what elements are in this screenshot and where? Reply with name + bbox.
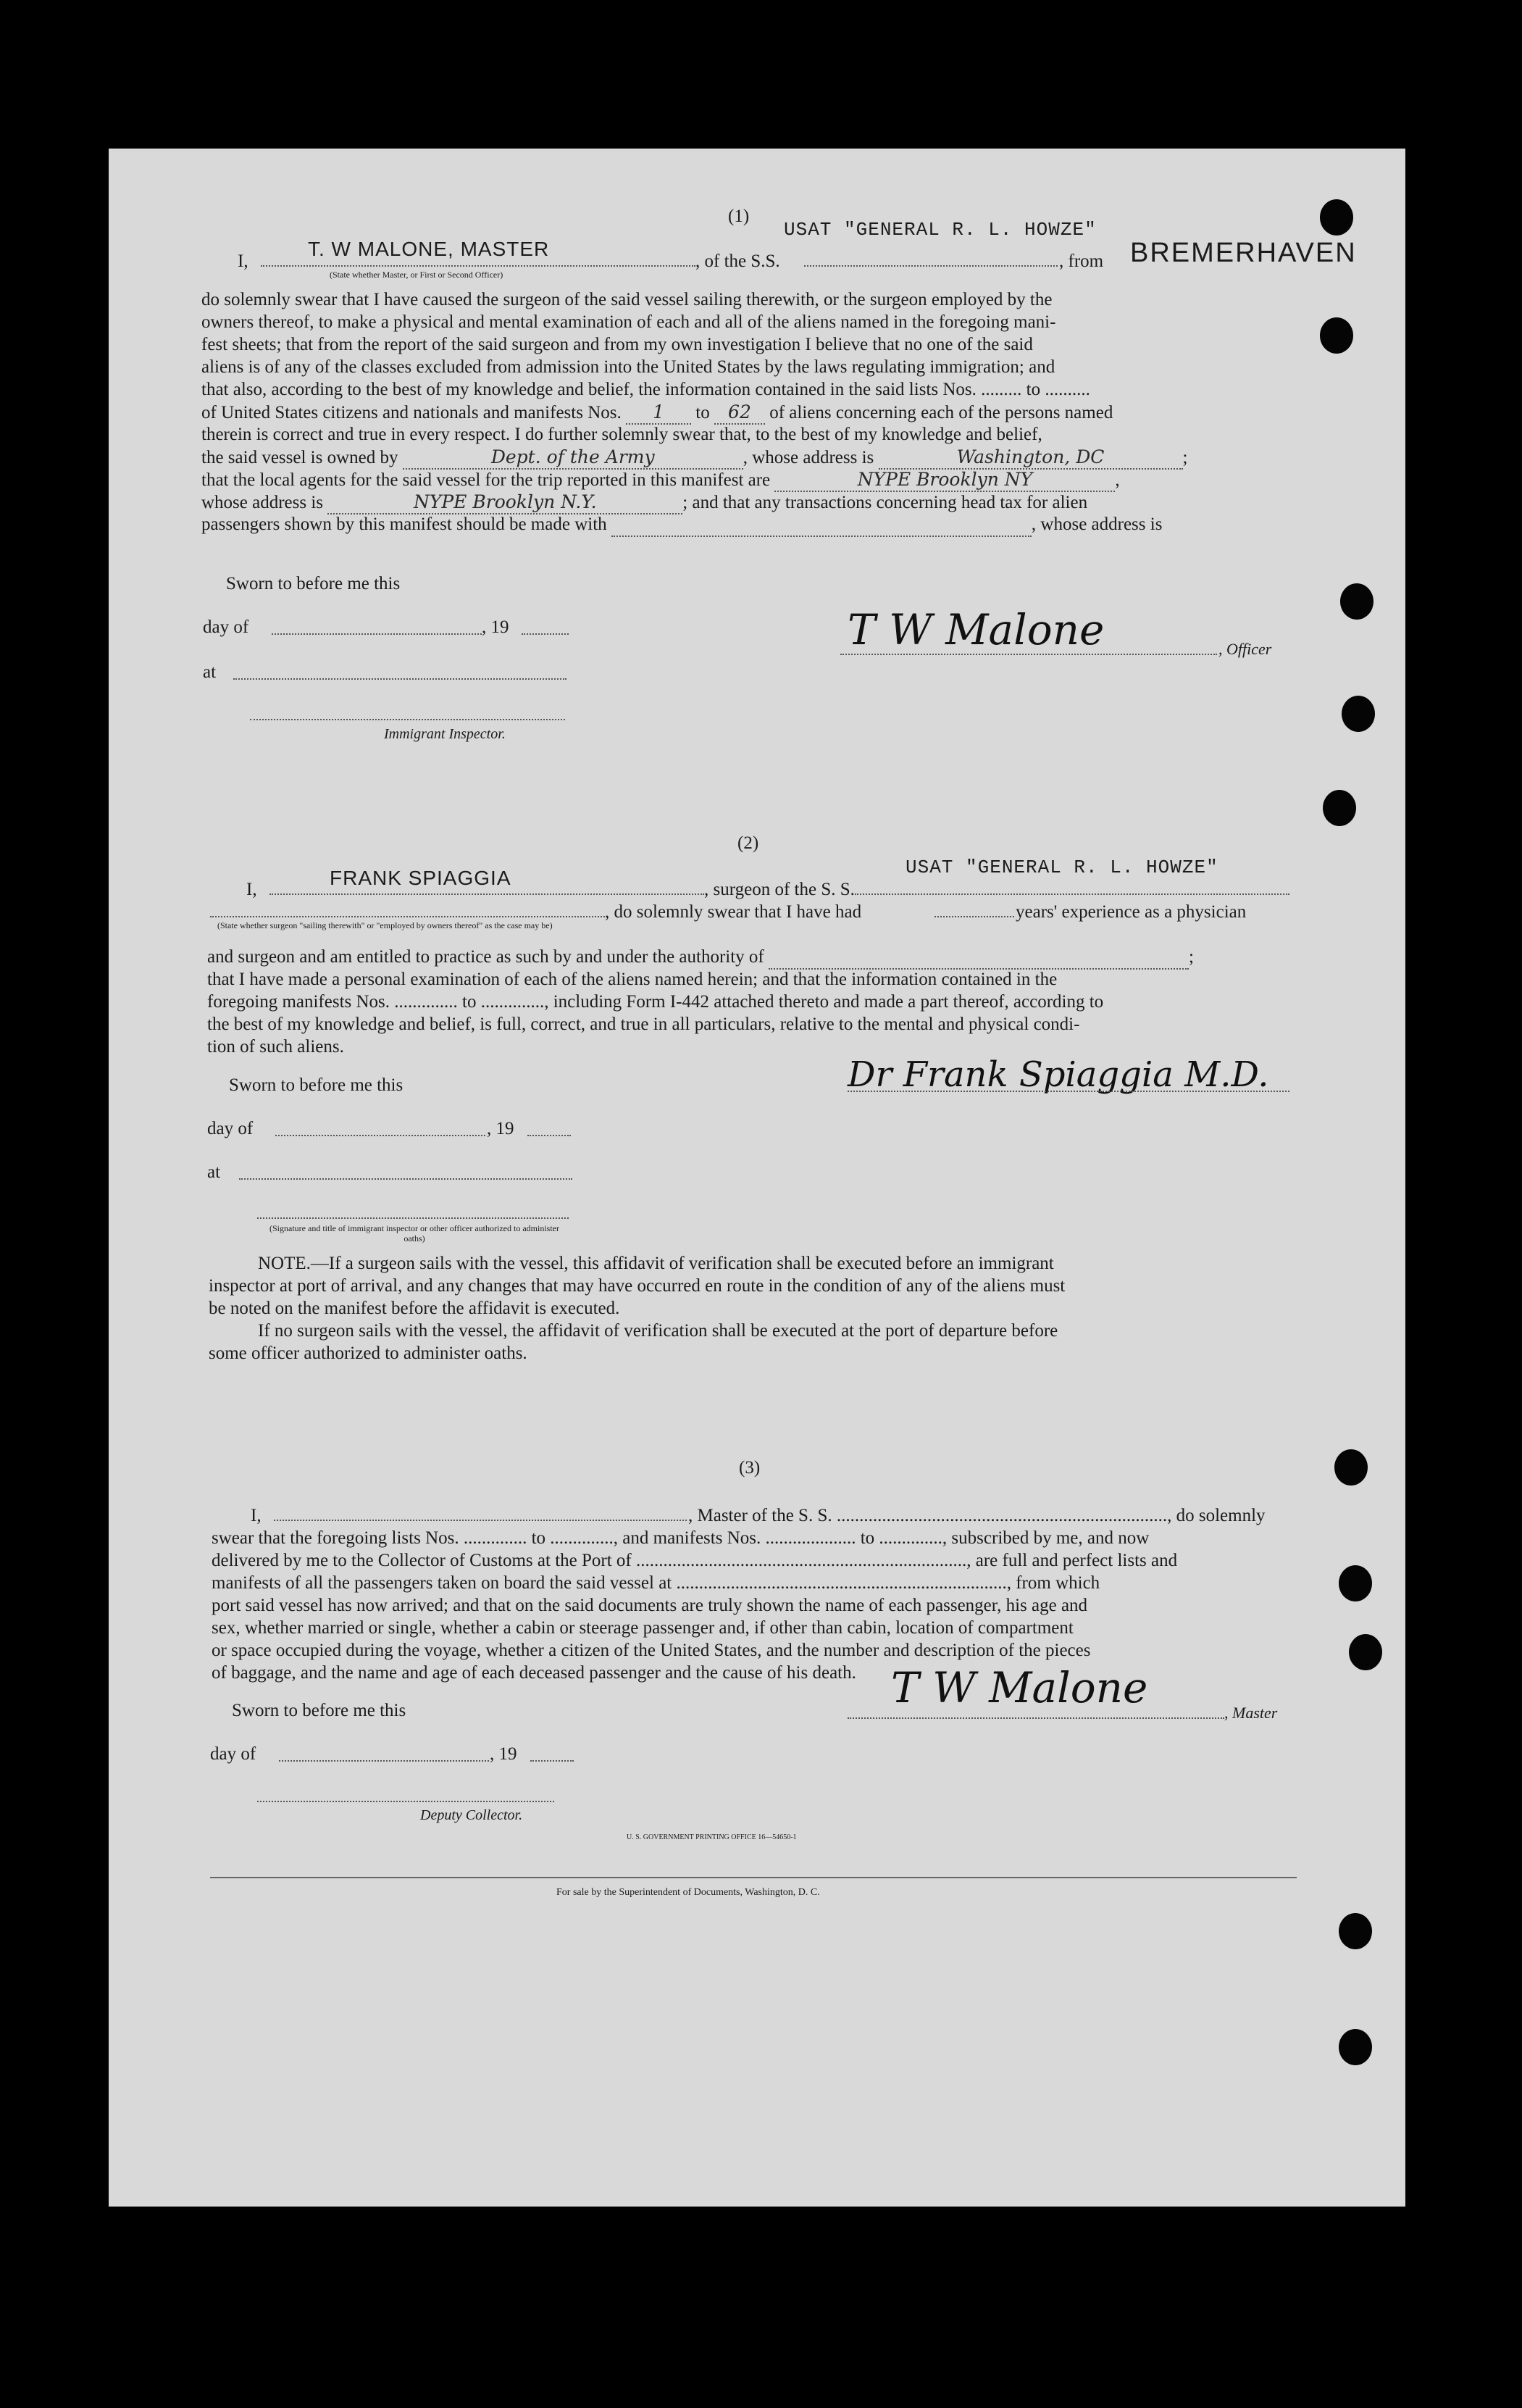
oath-line: aliens is of any of the classes excluded from admission into the United States by the laws regulating immigration; and [201, 357, 1055, 377]
master-line: manifests of all the passengers taken on board the said vessel at ........................................................................., from which [212, 1573, 1100, 1593]
manifest-tail: of aliens concerning each of the persons named [769, 403, 1113, 422]
surgeon-vessel-line [855, 893, 1289, 895]
master-signature: T W Malone [891, 1663, 1148, 1712]
agents-label: that the local agents for the said vessel for the trip reported in this manifest are [201, 470, 771, 490]
master-line: or space occupied during the voyage, whether a citizen of the United States, and the number and description of the pieces [212, 1641, 1091, 1660]
section-number: (3) [739, 1458, 761, 1478]
note-line: If no surgeon sails with the vessel, the affidavit of verification shall be executed at the port of departure before [258, 1321, 1058, 1341]
years-line [934, 916, 1014, 917]
oath-line: do solemnly swear that I have caused the surgeon of the said vessel sailing therewith, or the surgeon employed by the [201, 290, 1053, 309]
swear-text: , do solemnly swear that I have had [605, 902, 862, 922]
at-line [239, 1178, 572, 1180]
passengers-label: passengers shown by this manifest should be made with [201, 514, 607, 534]
oath-line [201, 513, 1162, 537]
note-line: inspector at port of arrival, and any changes that may have occurred en route in the condition of any of the aliens must [209, 1276, 1066, 1296]
sworn-label: Sworn to before me this [226, 574, 401, 593]
punch-hole [1323, 790, 1356, 826]
sworn-label: Sworn to before me this [229, 1075, 404, 1095]
gpo-imprint: U. S. GOVERNMENT PRINTING OFFICE 16—54650-1 [627, 1833, 797, 1841]
owned-label: the said vessel is owned by [201, 448, 398, 467]
authority-blank [769, 946, 1189, 970]
punch-hole [1339, 1913, 1372, 1949]
officer-signature: T W Malone [848, 605, 1105, 654]
surgeon-caption: (State whether surgeon "sailing therewith" or "employed by owners thereof" as the case may be) [217, 920, 553, 930]
punch-hole [1339, 2029, 1372, 2065]
years-text: years' experience as a physician [1016, 902, 1247, 922]
note-line: be noted on the manifest before the affidavit is executed. [209, 1299, 620, 1318]
master-caption: (State whether Master, or First or Second Officer) [330, 270, 503, 280]
name-line [261, 265, 695, 267]
day-of-label: day of [207, 1119, 254, 1138]
surgeon-line [269, 893, 704, 895]
manifest-to-word: to [695, 403, 710, 422]
year-label: , 19 [482, 617, 509, 637]
oath-intro: I, [238, 251, 248, 271]
sworn-label: Sworn to before me this [232, 1701, 406, 1720]
inspector-line [257, 1217, 569, 1219]
at-line [233, 678, 566, 680]
oath-line: fest sheets; that from the report of the said surgeon and from my own investigation I believe that no one of the said [201, 335, 1033, 354]
punch-hole [1320, 199, 1353, 236]
day-of-label: day of [203, 617, 249, 637]
whose-address-end: , whose address is [1031, 514, 1163, 534]
master-line: swear that the foregoing lists Nos. .............. to .............., and manifests Nos. .................... to .............., subscribed by me, and now [212, 1528, 1150, 1548]
at-label: at [207, 1162, 221, 1182]
headtax-text: ; and that any transactions concerning head tax for alien [682, 493, 1088, 512]
vessel-name: USAT "GENERAL R. L. HOWZE" [784, 219, 1097, 241]
surgeon-vessel: USAT "GENERAL R. L. HOWZE" [906, 857, 1218, 878]
section-number: (1) [728, 207, 750, 226]
day-line [275, 1135, 485, 1136]
punch-hole [1334, 1449, 1368, 1486]
of-the-ss: , of the S.S. [695, 251, 780, 271]
collector-label: Deputy Collector. [420, 1807, 523, 1823]
inspector-label: Immigrant Inspector. [384, 726, 506, 742]
surgeon-line-text: and surgeon and am entitled to practice as such by and under the authority of ; [207, 946, 1194, 970]
surgeon-line-text: foregoing manifests Nos. .............. to .............., including Form I-442 attached thereto and made a part thereof, according to [207, 992, 1104, 1012]
oath-line: that also, according to the best of my knowledge and belief, the information contained in the said lists Nos. ......... to .......... [201, 380, 1090, 399]
officer-label: , Officer [1218, 640, 1272, 658]
owner-address-label: , whose address is [743, 448, 874, 467]
owner-address: Washington, DC [879, 446, 1183, 470]
master-line: of baggage, and the name and age of each deceased passenger and the cause of his death. [212, 1663, 856, 1683]
surgeon-signature: Dr Frank Spiaggia M.D. [848, 1054, 1269, 1095]
master-intro: I, [251, 1506, 262, 1525]
master-line: sex, whether married or single, whether a cabin or steerage passenger and, if other than cabin, location of compartment [212, 1618, 1074, 1638]
master-sign-line [848, 1717, 1224, 1719]
headtax-blank [611, 513, 1032, 537]
master-label: , Master [1224, 1704, 1278, 1722]
punch-hole [1342, 696, 1375, 732]
officer-line [840, 654, 1217, 655]
surgeon-line-text: tion of such aliens. [207, 1037, 344, 1057]
surgeon-status-line [210, 916, 605, 917]
section-number: (2) [737, 833, 759, 853]
oath-line [201, 491, 1087, 514]
inspector-line [250, 719, 565, 720]
inspector-caption: (Signature and title of immigrant inspector or other officer authorized to administer oaths) [269, 1223, 559, 1243]
sale-notice: For sale by the Superintendent of Documents, Washington, D. C. [556, 1887, 820, 1898]
year-line [530, 1760, 574, 1762]
agents-address-label: whose address is [201, 493, 324, 512]
surgeon-of: , surgeon of the S. S. [704, 880, 855, 899]
manifest-to: 62 [714, 401, 765, 425]
surgeon-name: FRANK SPIAGGIA [330, 867, 511, 889]
year-label: , 19 [487, 1119, 514, 1138]
authority-label: and surgeon and am entitled to practice as such by and under the authority of [207, 947, 764, 967]
punch-hole [1349, 1634, 1382, 1670]
year-line [527, 1135, 571, 1136]
note-line: some officer authorized to administer oaths. [209, 1343, 527, 1363]
oath-line: owners thereof, to make a physical and mental examination of each and all of the aliens named in the foregoing mani- [201, 312, 1056, 332]
day-line [279, 1760, 489, 1762]
master-line: , Master of the S. S. ........................................................................., do solemnly [688, 1506, 1266, 1525]
oath-line [201, 401, 1113, 425]
year-line [522, 633, 569, 635]
punch-hole [1320, 317, 1353, 354]
agents-name: NYPE Brooklyn NY [774, 468, 1115, 492]
agents-address: NYPE Brooklyn N.Y. [327, 491, 682, 514]
note-line: NOTE.—If a surgeon sails with the vessel, this affidavit of verification shall be executed before an immigrant [258, 1254, 1054, 1273]
master-line: port said vessel has now arrived; and that on the said documents are truly shown the name of each passenger, his age and [212, 1596, 1088, 1615]
footer-rule [210, 1877, 1297, 1878]
collector-line [257, 1801, 554, 1802]
manifest-from: 1 [626, 401, 691, 425]
manifest-label: of United States citizens and nationals and manifests Nos. [201, 403, 622, 422]
year-label: , 19 [490, 1744, 517, 1764]
master-line: delivered by me to the Collector of Customs at the Port of ........................................................................., are full and perfect lists and [212, 1551, 1178, 1570]
at-label: at [203, 662, 217, 682]
day-of-label: day of [210, 1744, 256, 1764]
oath-line: therein is correct and true in every respect. I do further solemnly swear that, to the best of my knowledge and belief, [201, 425, 1042, 444]
day-line [272, 633, 482, 635]
oath-line: the said vessel is owned by Dept. of the Army , whose address is Washington, DC ; [201, 446, 1187, 470]
surgeon-line-text: that I have made a personal examination of each of the aliens named herein; and that the information contained in the [207, 970, 1058, 989]
master-name-line [274, 1520, 687, 1521]
master-name: T. W MALONE, MASTER [308, 238, 550, 260]
surgeon-intro: I, [246, 880, 257, 899]
punch-hole [1340, 583, 1373, 620]
surgeon-line-text: the best of my knowledge and belief, is full, correct, and true in all particulars, relative to the mental and physical condi- [207, 1015, 1080, 1034]
surgeon-sign-line [848, 1091, 1289, 1092]
owner-name: Dept. of the Army [403, 446, 743, 470]
from-label: , from [1059, 251, 1104, 271]
departure-port: BREMERHAVEN [1130, 238, 1357, 268]
oath-line: that the local agents for the said vessel for the trip reported in this manifest are NYPE Brooklyn NY , [201, 468, 1120, 492]
vessel-line [804, 265, 1058, 267]
punch-hole [1339, 1565, 1372, 1601]
